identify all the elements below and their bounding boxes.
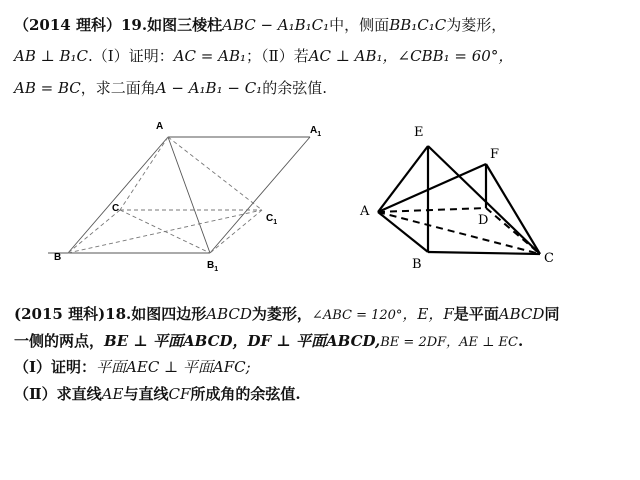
prism-name: ABC − A₁B₁C₁ <box>222 16 330 34</box>
label-C: C <box>544 251 554 266</box>
text-fragment: . <box>517 332 524 350</box>
label-C: C <box>112 203 120 214</box>
text-fragment: 的余弦值. <box>262 79 327 97</box>
label-B: B <box>54 252 62 263</box>
text-fragment: 是平面 <box>453 305 499 323</box>
problem-2014-line-2 <box>14 45 513 66</box>
label-A: A <box>156 121 164 132</box>
problem-2015-line-1 <box>14 303 559 324</box>
problem-2015-line-3 <box>14 356 251 377</box>
problem-2015-line-2 <box>14 330 523 351</box>
dihedral-angle: A − A₁B₁ − C₁ <box>155 79 263 97</box>
text-fragment: 所成角的余弦值. <box>190 385 301 403</box>
problem-2014-line-3 <box>14 77 327 98</box>
line-ae: AE <box>101 385 124 403</box>
text-fragment: 同 <box>544 305 560 323</box>
label-D: D <box>478 213 489 228</box>
perp-conditions: BE ⊥ 平面ABCD，DF ⊥ 平面ABCD, <box>104 332 381 350</box>
face-name: BB₁C₁C <box>389 16 447 34</box>
points-ef: ，E，F <box>402 305 454 323</box>
problem-2015-line-4 <box>14 383 301 404</box>
plane-condition: 平面AEC ⊥ 平面AFC; <box>96 358 251 376</box>
part-2-label: （Ⅱ）求直线 <box>14 385 102 403</box>
label-F: F <box>490 147 500 162</box>
part-2-label: ；（Ⅱ）若 <box>246 47 309 65</box>
angle-condition: ∠ABC = 120° <box>311 308 403 323</box>
perp-condition-2: AC ⊥ AB₁ <box>308 47 383 65</box>
pyramid-figure <box>350 120 590 280</box>
problem-2015-header: (2015 理科)18.如图四边形 <box>14 305 207 323</box>
equation-1: AC = AB₁ <box>173 47 247 65</box>
label-B: B <box>412 257 422 272</box>
text-fragment: 为菱形， <box>446 16 507 34</box>
part-1-label: .（Ⅰ）证明： <box>88 47 174 65</box>
line-cf: CF <box>168 385 191 403</box>
problem-2014-line-1 <box>14 14 506 35</box>
part-1-label: （Ⅰ）证明： <box>14 358 97 376</box>
text-fragment: ，求二面角 <box>80 79 156 97</box>
label-A: A <box>360 204 370 219</box>
problem-2014-header: （2014 理科）19.如图三棱柱 <box>14 16 223 34</box>
text-fragment: 一侧的两点， <box>14 332 105 350</box>
angle-condition: ，∠CBB₁ = 60°， <box>382 47 514 65</box>
equation-2: AB = BC <box>14 79 81 97</box>
text-fragment: 中，侧面 <box>329 16 390 34</box>
prism-figure <box>40 115 360 285</box>
label-C1: $C_1$ <box>266 213 278 226</box>
quad-name: ABCD <box>206 305 252 323</box>
quad-name: ABCD <box>498 305 545 323</box>
label-B1: $B_1$ <box>207 260 219 273</box>
label-A1: $A_1$ <box>310 125 322 138</box>
label-E: E <box>414 125 424 140</box>
equation: BE = 2DF，AE ⊥ EC <box>380 335 518 350</box>
perp-condition: AB ⊥ B₁C <box>14 47 89 65</box>
text-fragment: 为菱形， <box>251 305 312 323</box>
text-fragment: 与直线 <box>123 385 169 403</box>
